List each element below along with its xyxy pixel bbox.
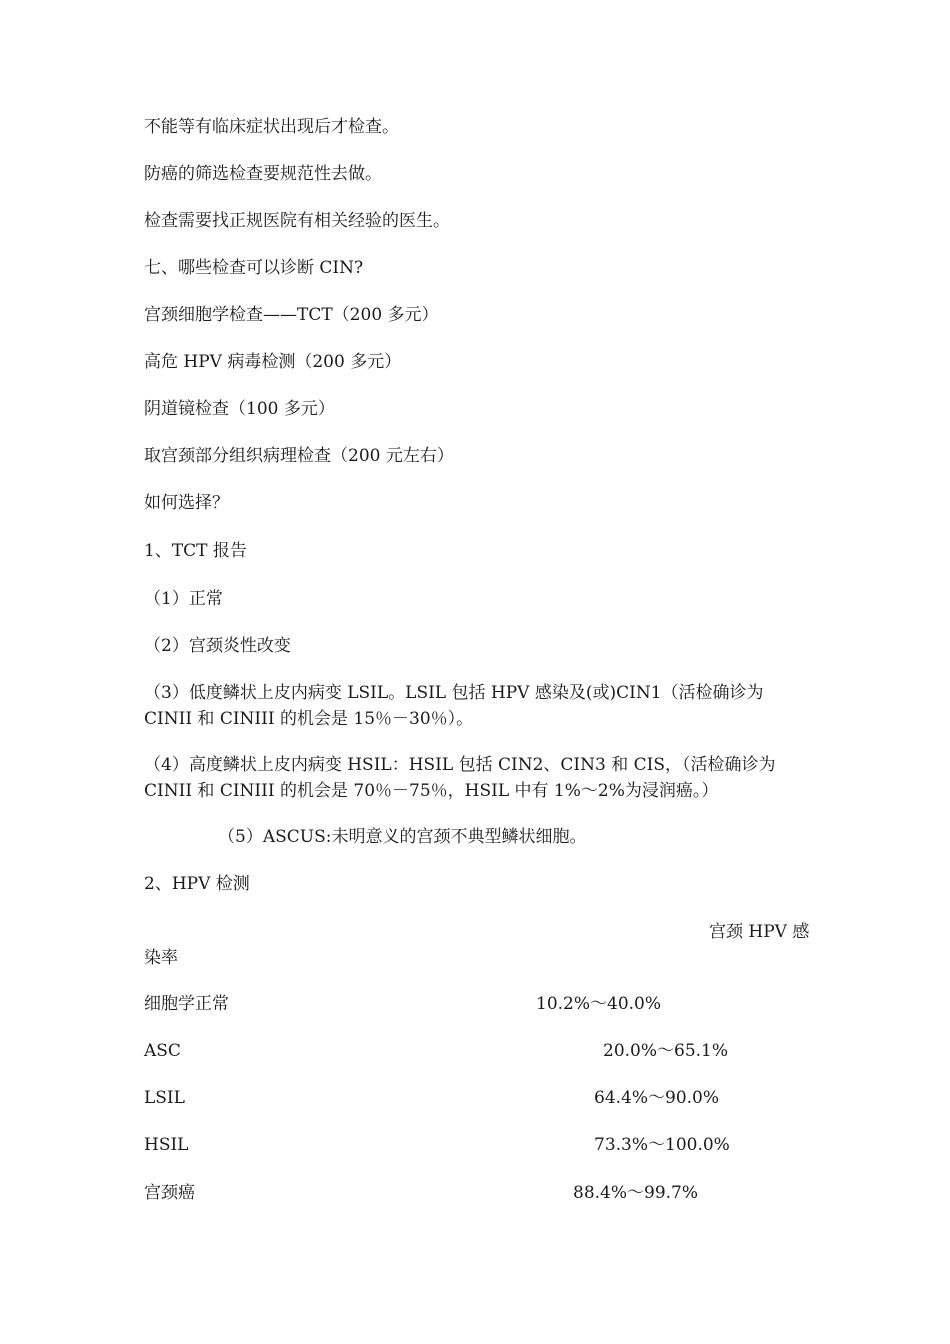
row-value: 88.4%～99.7% bbox=[573, 1183, 699, 1203]
row-value: 64.4%～90.0% bbox=[594, 1088, 720, 1108]
row-label: LSIL bbox=[144, 1088, 185, 1108]
list-item-line: （3）低度鳞状上皮内病变 LSIL。LSIL 包括 HPV 感染及(或)CIN1（活检确诊为 bbox=[144, 683, 764, 703]
list-item: （1）正常 bbox=[144, 589, 223, 609]
row-value: 10.2%～40.0% bbox=[536, 994, 662, 1014]
list-item: （5）ASCUS:未明意义的宫颈不典型鳞状细胞。 bbox=[218, 827, 587, 847]
paragraph: 不能等有临床症状出现后才检查。 bbox=[144, 117, 399, 137]
paragraph: 防癌的筛选检查要规范性去做。 bbox=[144, 164, 382, 184]
paragraph: 宫颈细胞学检查——TCT（200 多元） bbox=[144, 305, 439, 325]
row-label: ASC bbox=[144, 1041, 181, 1061]
row-label: 宫颈癌 bbox=[144, 1183, 195, 1203]
table-header: 染率 bbox=[144, 948, 178, 968]
table-header: 宫颈 HPV 感 bbox=[709, 922, 810, 942]
section-heading: 1、TCT 报告 bbox=[144, 541, 247, 561]
list-item: （2）宫颈炎性改变 bbox=[144, 636, 291, 656]
list-item bbox=[144, 680, 764, 732]
row-label: HSIL bbox=[144, 1135, 189, 1155]
list-item bbox=[144, 752, 775, 804]
list-item-line: CINII 和 CINIII 的机会是 15％－30％）。 bbox=[144, 709, 474, 729]
paragraph: 高危 HPV 病毒检测（200 多元） bbox=[144, 352, 402, 372]
section-heading: 2、HPV 检测 bbox=[144, 874, 250, 894]
row-value: 20.0%～65.1% bbox=[603, 1041, 729, 1061]
list-item-line: CINII 和 CINIII 的机会是 70％－75％，HSIL 中有 1%～2%为浸润癌。） bbox=[144, 781, 719, 801]
row-label: 细胞学正常 bbox=[144, 994, 229, 1014]
paragraph: 取宫颈部分组织病理检查（200 元左右） bbox=[144, 446, 454, 466]
paragraph: 阴道镜检查（100 多元） bbox=[144, 399, 335, 419]
list-item-line: （4）高度鳞状上皮内病变 HSIL：HSIL 包括 CIN2、CIN3 和 CIS，（活检确诊为 bbox=[144, 755, 776, 775]
section-heading: 七、哪些检查可以诊断 CIN? bbox=[144, 258, 364, 278]
paragraph: 检查需要找正规医院有相关经验的医生。 bbox=[144, 211, 450, 231]
paragraph: 如何选择？ bbox=[144, 493, 229, 513]
row-value: 73.3%～100.0% bbox=[594, 1135, 730, 1155]
